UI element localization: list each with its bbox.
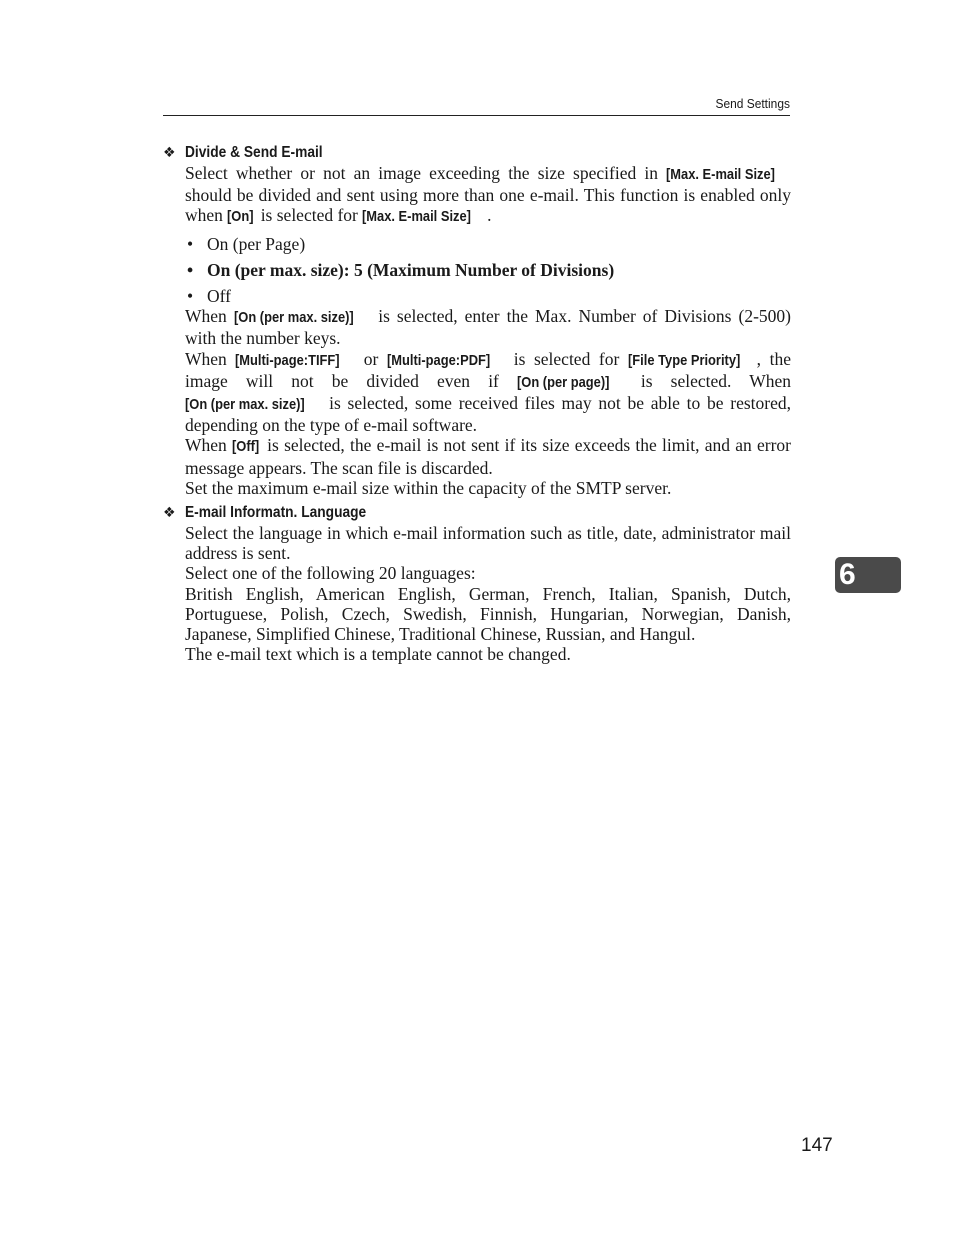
paragraph: When [On (per max. size)] is selected, enter the Max. Number of Divisions (2-500) with the number keys. (185, 306, 791, 349)
bullet-icon: • (187, 259, 194, 280)
diamond-bullet-icon: ❖ (163, 505, 176, 521)
key-label: [On (per max. size)] (185, 396, 305, 414)
section-title: E-mail Informatn. Language (185, 504, 367, 521)
list-item-default: • On (per max. size): 5 (Maximum Number of Divisions) (187, 259, 615, 280)
key-label: [Max. E-mail Size] (362, 208, 472, 226)
running-header-title: Send Settings (715, 96, 790, 111)
paragraph: Select one of the following 20 languages: (185, 563, 476, 584)
chapter-number: 6 (839, 558, 856, 591)
page-header (163, 96, 790, 116)
section-body (185, 523, 791, 664)
key-label: [File Type Priority] (627, 351, 741, 369)
paragraph: When [Off] is selected, the e-mail is not sent if its size exceeds the limit, and an error message appears. The scan file is discarded. (185, 435, 791, 478)
list-item: • On (per Page) (187, 233, 306, 254)
language-list-paragraph: British English, American English, German, French, Italian, Spanish, Dutch, Portuguese, Polish, Czech, Swedish, Finnish, Hungarian, Norwegian, Danish, Japanese, Simplified Chinese, Traditional Chinese, Russian, and Hangul. (185, 583, 791, 645)
page-number: 147 (801, 1135, 833, 1156)
paragraph: Select the language in which e-mail information such as title, date, administrator mail address is sent. (185, 523, 791, 564)
bullet-icon: • (187, 233, 194, 254)
chapter-tab (835, 557, 901, 593)
list-item: • Off (187, 286, 231, 307)
bullet-icon: • (187, 286, 194, 307)
key-label: [Max. E-mail Size] (666, 166, 776, 183)
paragraph: When [Multi-page:TIFF] or [Multi-page:PDF] is selected for [File Type Priority] , the image will not be divided even if [On (per page)] is selected. When [On (per max. size)] is selected, some received files may not be able to be restored, depending on the type of e-mail software. (185, 348, 792, 436)
section-heading (163, 143, 791, 163)
option-list (185, 234, 791, 307)
key-label: [Off] (232, 438, 260, 456)
section-email-language (163, 503, 791, 664)
paragraph: The e-mail text which is a template cannot be changed. (185, 644, 571, 665)
section-divide-send-email (163, 143, 791, 498)
section-body (185, 163, 791, 498)
key-label: [On] (227, 208, 254, 226)
paragraph: Set the maximum e-mail size within the capacity of the SMTP server. (185, 477, 672, 498)
key-label: [On (per page)] (517, 373, 610, 391)
section-heading (163, 503, 791, 523)
diamond-bullet-icon: ❖ (163, 145, 176, 161)
key-label: [Multi-page:TIFF] (235, 351, 340, 369)
intro-paragraph: Select whether or not an image exceeding the size specified in [Max. E-mail Size] should be divided and sent using more than one e-mail. This function is enabled only when [On] is selected for [Max. E-mail Size] . (185, 163, 791, 228)
section-title: Divide & Send E-mail (185, 144, 323, 161)
key-label: [Multi-page:PDF] (386, 351, 491, 369)
key-label: [On (per max. size)] (233, 309, 354, 327)
